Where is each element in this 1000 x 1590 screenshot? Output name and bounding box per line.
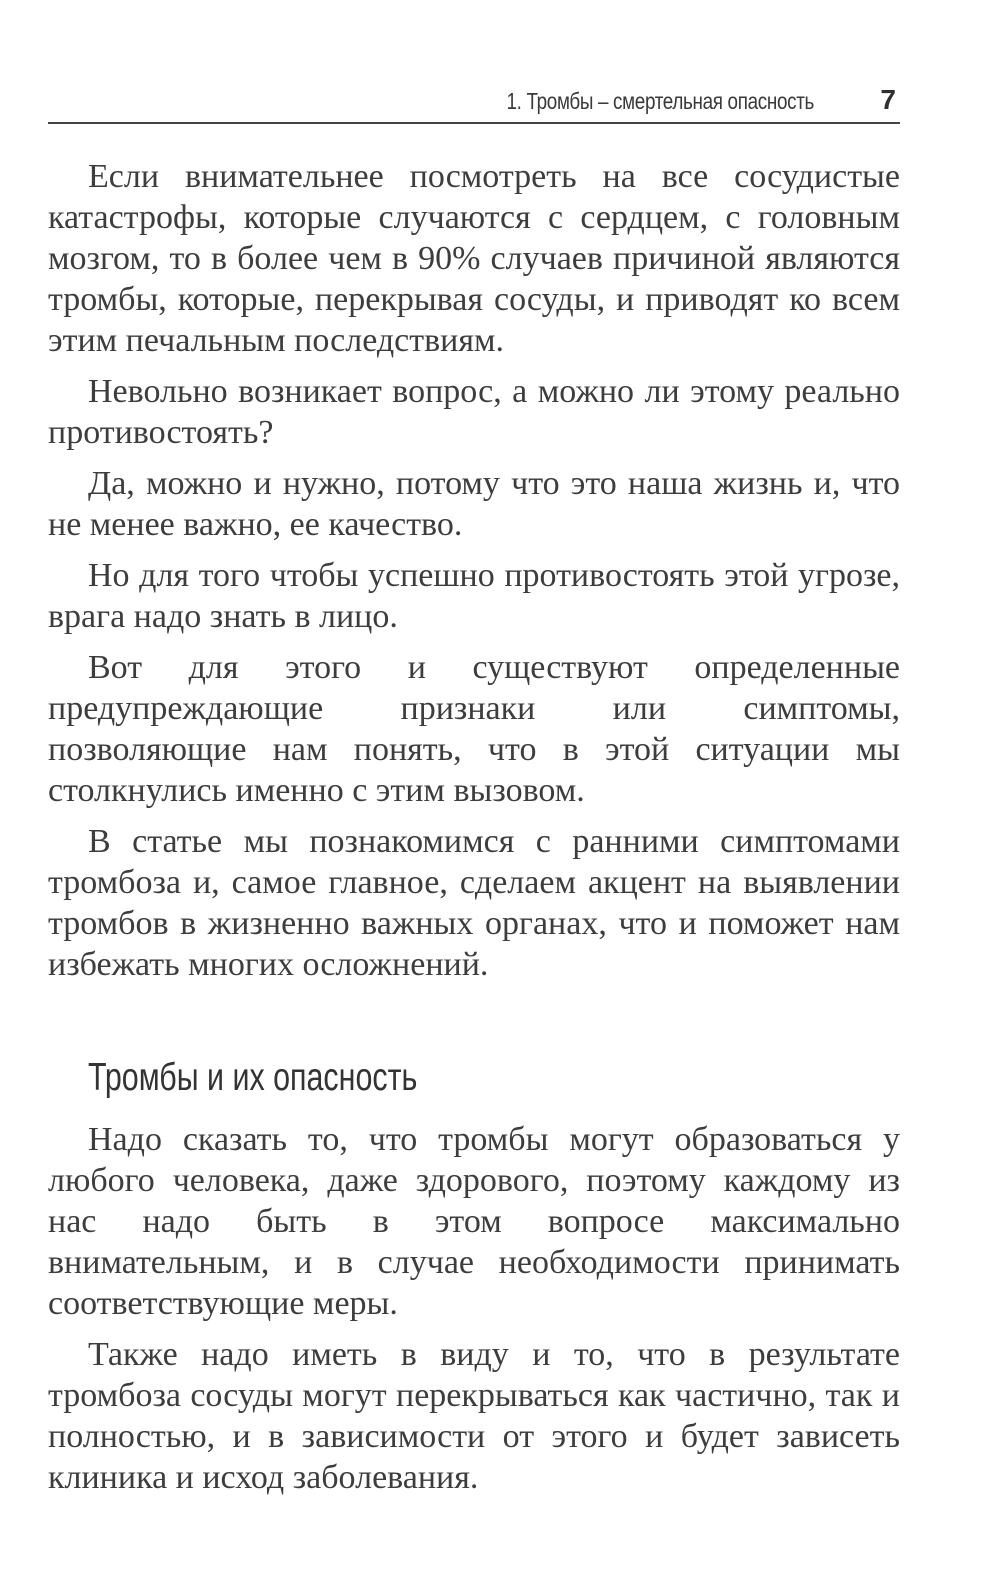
paragraph: Надо сказать то, что тромбы могут образоваться у любого человека, даже здорового, поэтому каждому из нас надо быть в этом вопросе максимально внимательным, и в случае необходимости принимать соответствующие меры.: [48, 1121, 900, 1322]
running-title: 1. Тромбы – смертельная опасность: [506, 88, 814, 114]
paragraph: Вот для этого и существуют определенные предупреждающие признаки или симптомы, позволяющие нам понять, что в этой ситуации мы столкнулись именно с этим вызовом.: [48, 649, 900, 809]
paragraph: Если внимательнее посмотреть на все сосудистые катастрофы, которые случаются с сердцем, с головным мозгом, то в более чем в 90% случаев причиной являются тромбы, которые, перекрывая сосуды, и приводят ко всем этим печальным последствиям.: [48, 158, 900, 359]
section-heading: Тромбы и их опасность: [88, 1056, 418, 1099]
paragraph: Невольно возникает вопрос, а можно ли этому реально противостоять?: [48, 373, 900, 451]
paragraph: Также надо иметь в виду и то, что в результате тромбоза сосуды могут перекрываться как частично, так и полностью, и в зависимости от этого и будет зависеть клиника и исход заболевания.: [48, 1336, 900, 1496]
paragraph: Но для того чтобы успешно противостоять этой угрозе, врага надо знать в лицо.: [48, 557, 900, 635]
page-body: [48, 156, 900, 1508]
page-number: 7: [880, 84, 896, 115]
running-header: [48, 82, 900, 124]
paragraph: В статье мы познакомимся с ранними симптомами тромбоза и, самое главное, сделаем акцент на выявлении тромбов в жизненно важных органах, что и поможет нам избежать многих осложнений.: [48, 823, 900, 983]
paragraph: Да, можно и нужно, потому что это наша жизнь и, что не менее важно, ее качество.: [48, 465, 900, 543]
